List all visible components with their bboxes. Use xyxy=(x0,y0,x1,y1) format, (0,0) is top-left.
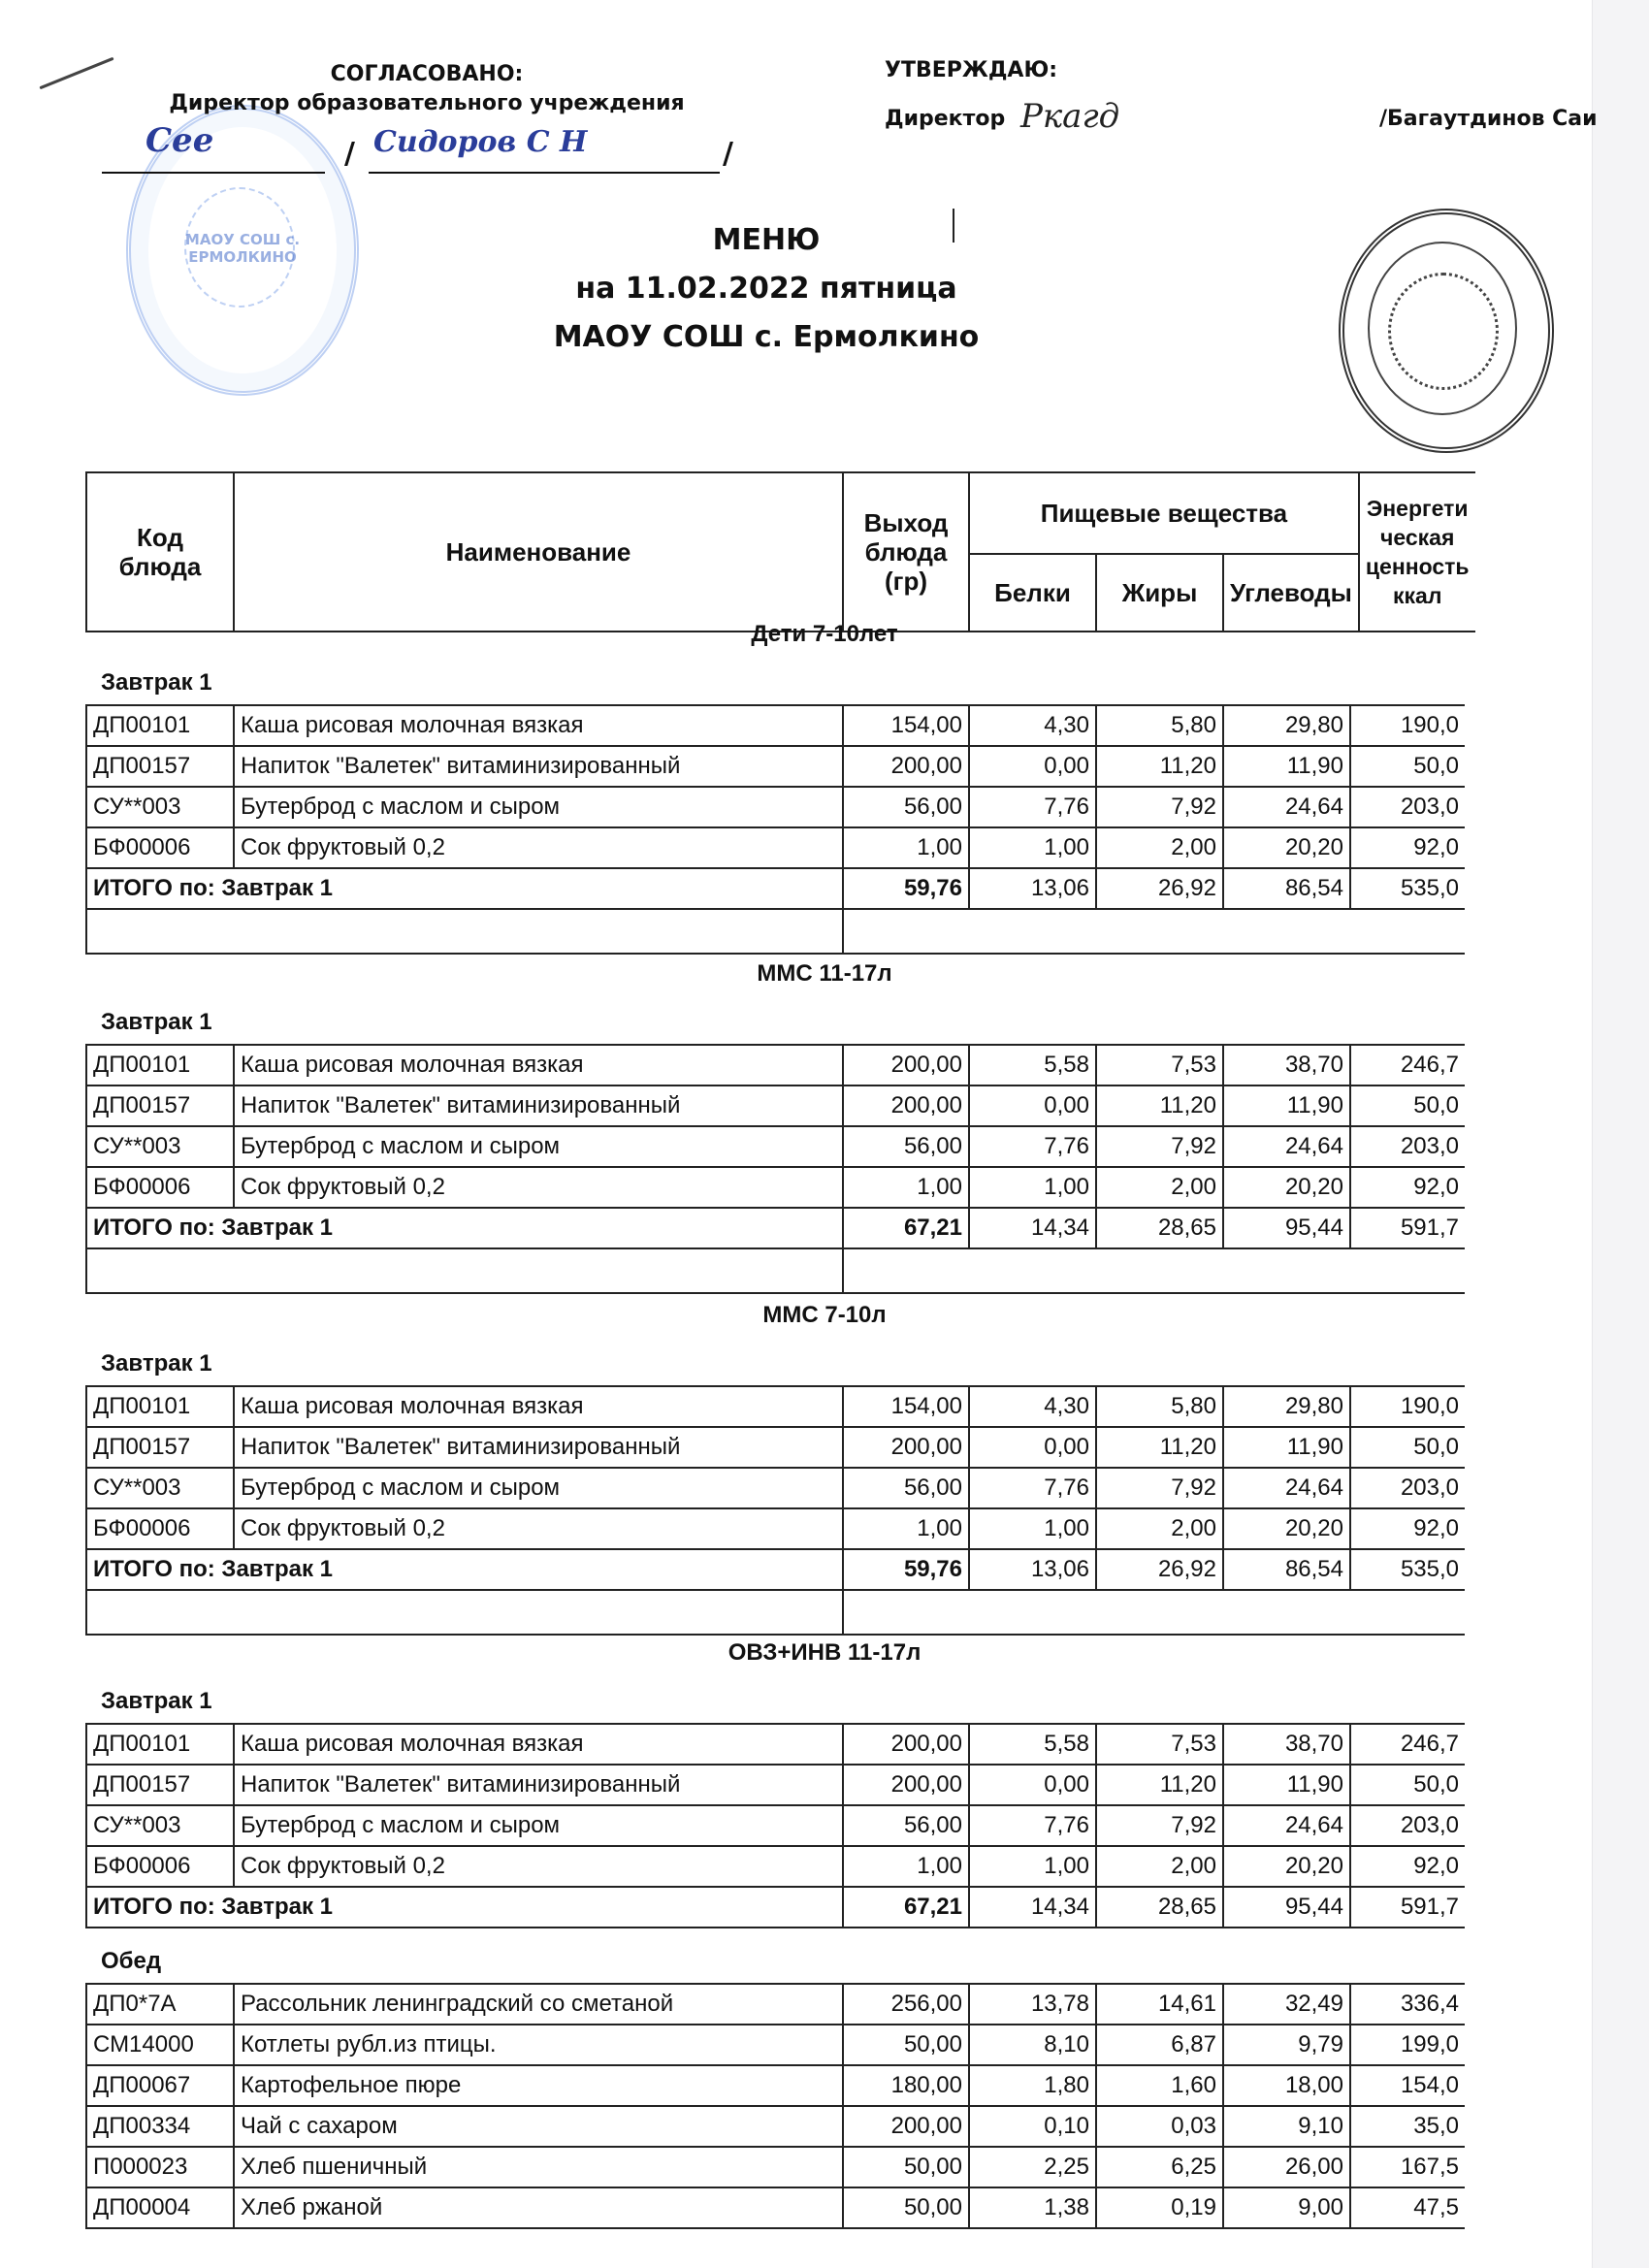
dish-code: ДП00157 xyxy=(86,1765,234,1805)
dish-name: Хлеб пшеничный xyxy=(234,2147,843,2187)
dish-energy: 246,7 xyxy=(1350,1045,1465,1085)
dish-name: Рассольник ленинградский со сметаной xyxy=(234,1984,843,2025)
total-energy: 591,7 xyxy=(1350,1208,1465,1248)
total-label: ИТОГО по: Завтрак 1 xyxy=(86,1887,843,1928)
dish-carbs: 24,64 xyxy=(1223,1805,1350,1846)
dish-output: 256,00 xyxy=(843,1984,969,2025)
dish-fats: 5,80 xyxy=(1096,705,1223,746)
dish-energy: 203,0 xyxy=(1350,1468,1465,1508)
dish-output: 200,00 xyxy=(843,1085,969,1126)
dish-carbs: 11,90 xyxy=(1223,1427,1350,1468)
dish-energy: 50,0 xyxy=(1350,746,1465,787)
dish-proteins: 8,10 xyxy=(969,2025,1096,2065)
dish-code: П000023 xyxy=(86,2147,234,2187)
dish-output: 200,00 xyxy=(843,1765,969,1805)
dish-fats: 7,92 xyxy=(1096,1468,1223,1508)
dish-energy: 50,0 xyxy=(1350,1085,1465,1126)
dish-code: ДП00101 xyxy=(86,1724,234,1765)
dish-output: 154,00 xyxy=(843,705,969,746)
dish-energy: 154,0 xyxy=(1350,2065,1465,2106)
dish-proteins: 7,76 xyxy=(969,1805,1096,1846)
dish-code: ДП00334 xyxy=(86,2106,234,2147)
table-row xyxy=(86,1045,1465,1085)
dish-output: 200,00 xyxy=(843,746,969,787)
total-row xyxy=(86,868,1465,909)
page-edge xyxy=(1592,0,1649,2268)
agreed-position: Директор образовательного учреждения xyxy=(169,91,685,115)
dish-output: 1,00 xyxy=(843,1846,969,1887)
table-row xyxy=(86,1846,1465,1887)
total-label: ИТОГО по: Завтрак 1 xyxy=(86,1208,843,1248)
dish-name: Бутерброд с маслом и сыром xyxy=(234,787,843,827)
total-row xyxy=(86,1887,1465,1928)
dish-fats: 7,92 xyxy=(1096,1126,1223,1167)
total-label: ИТОГО по: Завтрак 1 xyxy=(86,1549,843,1590)
dish-fats: 11,20 xyxy=(1096,1765,1223,1805)
pen-mark xyxy=(39,57,113,89)
table-row xyxy=(86,2187,1465,2228)
dish-output: 200,00 xyxy=(843,2106,969,2147)
total-output: 67,21 xyxy=(843,1208,969,1248)
dish-carbs: 20,20 xyxy=(1223,1167,1350,1208)
dish-proteins: 7,76 xyxy=(969,1468,1096,1508)
dish-name: Напиток "Валетек" витаминизированный xyxy=(234,746,843,787)
dish-proteins: 2,25 xyxy=(969,2147,1096,2187)
agreed-signature-line xyxy=(146,118,733,186)
dish-energy: 203,0 xyxy=(1350,1126,1465,1167)
dish-output: 50,00 xyxy=(843,2187,969,2228)
dish-name: Напиток "Валетек" витаминизированный xyxy=(234,1427,843,1468)
table-row xyxy=(86,746,1465,787)
dish-output: 50,00 xyxy=(843,2025,969,2065)
dish-carbs: 24,64 xyxy=(1223,1126,1350,1167)
dish-output: 56,00 xyxy=(843,787,969,827)
slash-separator: / xyxy=(344,137,355,171)
dish-output: 50,00 xyxy=(843,2147,969,2187)
dish-energy: 47,5 xyxy=(1350,2187,1465,2228)
approved-position: Директор xyxy=(885,107,1006,131)
table-row xyxy=(86,1468,1465,1508)
dish-proteins: 1,00 xyxy=(969,1167,1096,1208)
blank-cell xyxy=(86,1248,843,1293)
menu-table-header xyxy=(85,471,1475,632)
menu-table xyxy=(85,1723,1465,1928)
menu-table xyxy=(85,1983,1465,2229)
dish-code: ДП00101 xyxy=(86,1386,234,1427)
dish-energy: 92,0 xyxy=(1350,1508,1465,1549)
official-seal xyxy=(1339,209,1554,453)
dish-fats: 5,80 xyxy=(1096,1386,1223,1427)
dish-name: Сок фруктовый 0,2 xyxy=(234,1167,843,1208)
agreed-block xyxy=(146,60,733,186)
total-energy: 591,7 xyxy=(1350,1887,1465,1928)
total-row xyxy=(86,1208,1465,1248)
dish-code: ДП00157 xyxy=(86,1427,234,1468)
blank-cell xyxy=(843,909,1465,954)
dish-proteins: 1,80 xyxy=(969,2065,1096,2106)
table-row xyxy=(86,2106,1465,2147)
total-proteins: 14,34 xyxy=(969,1208,1096,1248)
table-row xyxy=(86,1724,1465,1765)
dish-code: ДП00101 xyxy=(86,1045,234,1085)
table-row xyxy=(86,1085,1465,1126)
meal-title: Обед xyxy=(101,1948,162,1974)
dish-energy: 190,0 xyxy=(1350,705,1465,746)
dish-name: Каша рисовая молочная вязкая xyxy=(234,1045,843,1085)
header-output: Выход блюда (гр) xyxy=(843,472,969,632)
dish-proteins: 1,38 xyxy=(969,2187,1096,2228)
dish-name: Каша рисовая молочная вязкая xyxy=(234,1386,843,1427)
total-proteins: 13,06 xyxy=(969,1549,1096,1590)
dish-fats: 11,20 xyxy=(1096,1427,1223,1468)
dish-name: Бутерброд с маслом и сыром xyxy=(234,1468,843,1508)
total-label: ИТОГО по: Завтрак 1 xyxy=(86,868,843,909)
table-row xyxy=(86,1984,1465,2025)
dish-code: СУ**003 xyxy=(86,1126,234,1167)
approved-name: /Багаутдинов Саи xyxy=(1379,107,1598,131)
dish-carbs: 32,49 xyxy=(1223,1984,1350,2025)
dish-code: ДП00101 xyxy=(86,705,234,746)
dish-output: 154,00 xyxy=(843,1386,969,1427)
dish-carbs: 29,80 xyxy=(1223,705,1350,746)
title-line-2: на 11.02.2022 пятница xyxy=(575,272,957,306)
dish-name: Картофельное пюре xyxy=(234,2065,843,2106)
meal-title: Завтрак 1 xyxy=(101,1688,212,1714)
dish-code: ДП0*7А xyxy=(86,1984,234,2025)
dish-fats: 7,53 xyxy=(1096,1724,1223,1765)
dish-carbs: 24,64 xyxy=(1223,787,1350,827)
agreed-label: СОГЛАСОВАНО: xyxy=(330,62,524,86)
dish-name: Бутерброд с маслом и сыром xyxy=(234,1805,843,1846)
agreed-signature: Сее xyxy=(146,121,214,160)
dish-fats: 7,92 xyxy=(1096,787,1223,827)
dish-output: 1,00 xyxy=(843,1508,969,1549)
table-row xyxy=(86,2147,1465,2187)
total-carbs: 95,44 xyxy=(1223,1208,1350,1248)
dish-proteins: 0,00 xyxy=(969,746,1096,787)
total-carbs: 86,54 xyxy=(1223,868,1350,909)
total-fats: 26,92 xyxy=(1096,868,1223,909)
dish-carbs: 9,10 xyxy=(1223,2106,1350,2147)
dish-carbs: 18,00 xyxy=(1223,2065,1350,2106)
dish-energy: 50,0 xyxy=(1350,1427,1465,1468)
total-fats: 26,92 xyxy=(1096,1549,1223,1590)
dish-proteins: 5,58 xyxy=(969,1724,1096,1765)
dish-fats: 2,00 xyxy=(1096,1846,1223,1887)
menu-table xyxy=(85,1044,1465,1294)
dish-code: БФ00006 xyxy=(86,1508,234,1549)
dish-name: Сок фруктовый 0,2 xyxy=(234,1508,843,1549)
dish-carbs: 29,80 xyxy=(1223,1386,1350,1427)
header-code: Код блюда xyxy=(86,472,234,632)
table-row xyxy=(86,787,1465,827)
header-fats: Жиры xyxy=(1096,554,1223,632)
dish-carbs: 11,90 xyxy=(1223,1085,1350,1126)
total-energy: 535,0 xyxy=(1350,1549,1465,1590)
dish-fats: 7,92 xyxy=(1096,1805,1223,1846)
dish-name: Сок фруктовый 0,2 xyxy=(234,827,843,868)
dish-code: СУ**003 xyxy=(86,1805,234,1846)
total-carbs: 86,54 xyxy=(1223,1549,1350,1590)
dish-name: Чай с сахаром xyxy=(234,2106,843,2147)
group-title: ММС 11-17л xyxy=(757,960,892,987)
table-row xyxy=(86,2025,1465,2065)
total-fats: 28,65 xyxy=(1096,1887,1223,1928)
dish-fats: 2,00 xyxy=(1096,1508,1223,1549)
table-row xyxy=(86,1427,1465,1468)
blank-cell xyxy=(86,1590,843,1635)
table-row xyxy=(86,705,1465,746)
dish-code: ДП00157 xyxy=(86,1085,234,1126)
dish-code: БФ00006 xyxy=(86,827,234,868)
dish-output: 180,00 xyxy=(843,2065,969,2106)
dish-output: 56,00 xyxy=(843,1468,969,1508)
header-carbs: Углеводы xyxy=(1223,554,1359,632)
meal-title: Завтрак 1 xyxy=(101,1350,212,1377)
dish-proteins: 4,30 xyxy=(969,705,1096,746)
dish-code: СУ**003 xyxy=(86,787,234,827)
dish-output: 56,00 xyxy=(843,1126,969,1167)
menu-table xyxy=(85,1385,1465,1636)
menu-table xyxy=(85,704,1465,955)
dish-code: ДП00067 xyxy=(86,2065,234,2106)
dish-fats: 6,87 xyxy=(1096,2025,1223,2065)
dish-proteins: 13,78 xyxy=(969,1984,1096,2025)
total-energy: 535,0 xyxy=(1350,868,1465,909)
total-output: 59,76 xyxy=(843,1549,969,1590)
dish-proteins: 7,76 xyxy=(969,787,1096,827)
table-row xyxy=(86,1765,1465,1805)
dish-output: 56,00 xyxy=(843,1805,969,1846)
dish-output: 200,00 xyxy=(843,1045,969,1085)
table-row xyxy=(86,1805,1465,1846)
dish-carbs: 20,20 xyxy=(1223,1508,1350,1549)
total-carbs: 95,44 xyxy=(1223,1887,1350,1928)
dish-proteins: 1,00 xyxy=(969,1846,1096,1887)
title-line-1: МЕНЮ xyxy=(712,223,821,257)
dish-proteins: 0,00 xyxy=(969,1427,1096,1468)
dish-proteins: 0,10 xyxy=(969,2106,1096,2147)
total-row xyxy=(86,1549,1465,1590)
dish-fats: 0,19 xyxy=(1096,2187,1223,2228)
blank-cell xyxy=(86,909,843,954)
dish-carbs: 26,00 xyxy=(1223,2147,1350,2187)
dish-name: Напиток "Валетек" витаминизированный xyxy=(234,1085,843,1126)
dish-energy: 199,0 xyxy=(1350,2025,1465,2065)
header-nutrients: Пищевые вещества xyxy=(969,472,1359,554)
blank-row xyxy=(86,1590,1465,1635)
approved-label: УТВЕРЖДАЮ: xyxy=(885,58,1058,82)
dish-code: БФ00006 xyxy=(86,1846,234,1887)
dish-proteins: 1,00 xyxy=(969,827,1096,868)
dish-output: 1,00 xyxy=(843,1167,969,1208)
dish-code: БФ00006 xyxy=(86,1167,234,1208)
dish-energy: 190,0 xyxy=(1350,1386,1465,1427)
dish-output: 200,00 xyxy=(843,1724,969,1765)
group-title: Дети 7-10лет xyxy=(751,621,898,647)
dish-fats: 11,20 xyxy=(1096,1085,1223,1126)
dish-fats: 1,60 xyxy=(1096,2065,1223,2106)
dish-energy: 50,0 xyxy=(1350,1765,1465,1805)
dish-proteins: 7,76 xyxy=(969,1126,1096,1167)
dish-carbs: 38,70 xyxy=(1223,1724,1350,1765)
header-energy: Энергети ческая ценность ккал xyxy=(1359,472,1475,632)
total-output: 67,21 xyxy=(843,1887,969,1928)
dish-energy: 336,4 xyxy=(1350,1984,1465,2025)
dish-fats: 14,61 xyxy=(1096,1984,1223,2025)
dish-fats: 11,20 xyxy=(1096,746,1223,787)
header-proteins: Белки xyxy=(969,554,1096,632)
dish-carbs: 20,20 xyxy=(1223,827,1350,868)
approved-signature: Ркагд xyxy=(1020,97,1120,136)
dish-output: 1,00 xyxy=(843,827,969,868)
dish-proteins: 0,00 xyxy=(969,1085,1096,1126)
dish-carbs: 20,20 xyxy=(1223,1846,1350,1887)
seal-emblem xyxy=(1388,273,1499,390)
dish-energy: 92,0 xyxy=(1350,1846,1465,1887)
table-row xyxy=(86,1508,1465,1549)
total-proteins: 13,06 xyxy=(969,868,1096,909)
table-row xyxy=(86,827,1465,868)
table-row xyxy=(86,1126,1465,1167)
dish-fats: 0,03 xyxy=(1096,2106,1223,2147)
dish-name: Каша рисовая молочная вязкая xyxy=(234,1724,843,1765)
name-underline xyxy=(369,172,720,174)
dish-proteins: 0,00 xyxy=(969,1765,1096,1805)
blank-row xyxy=(86,909,1465,954)
dish-proteins: 5,58 xyxy=(969,1045,1096,1085)
dish-fats: 2,00 xyxy=(1096,827,1223,868)
dish-name: Хлеб ржаной xyxy=(234,2187,843,2228)
stamp-text: МАОУ СОШ с. ЕРМОЛКИНО xyxy=(184,231,301,266)
dish-energy: 203,0 xyxy=(1350,787,1465,827)
dish-name: Каша рисовая молочная вязкая xyxy=(234,705,843,746)
dish-carbs: 11,90 xyxy=(1223,746,1350,787)
blank-row xyxy=(86,1248,1465,1293)
table-row xyxy=(86,2065,1465,2106)
table-row xyxy=(86,1167,1465,1208)
dish-code: ДП00157 xyxy=(86,746,234,787)
dish-carbs: 11,90 xyxy=(1223,1765,1350,1805)
blank-cell xyxy=(843,1590,1465,1635)
dish-energy: 35,0 xyxy=(1350,2106,1465,2147)
total-proteins: 14,34 xyxy=(969,1887,1096,1928)
dish-carbs: 24,64 xyxy=(1223,1468,1350,1508)
dish-name: Сок фруктовый 0,2 xyxy=(234,1846,843,1887)
dish-name: Напиток "Валетек" витаминизированный xyxy=(234,1765,843,1805)
title-line-3: МАОУ СОШ с. Ермолкино xyxy=(553,320,980,354)
table-row xyxy=(86,1386,1465,1427)
meal-title: Завтрак 1 xyxy=(101,1009,212,1035)
dish-code: СМ14000 xyxy=(86,2025,234,2065)
dish-output: 200,00 xyxy=(843,1427,969,1468)
blank-cell xyxy=(843,1248,1465,1293)
dish-proteins: 4,30 xyxy=(969,1386,1096,1427)
dish-code: СУ**003 xyxy=(86,1468,234,1508)
signature-underline xyxy=(102,172,325,174)
dish-name: Бутерброд с маслом и сыром xyxy=(234,1126,843,1167)
dish-code: ДП00004 xyxy=(86,2187,234,2228)
total-fats: 28,65 xyxy=(1096,1208,1223,1248)
dish-fats: 7,53 xyxy=(1096,1045,1223,1085)
dish-energy: 92,0 xyxy=(1350,1167,1465,1208)
dish-energy: 246,7 xyxy=(1350,1724,1465,1765)
slash-separator: / xyxy=(723,137,733,171)
dish-energy: 203,0 xyxy=(1350,1805,1465,1846)
total-output: 59,76 xyxy=(843,868,969,909)
dish-proteins: 1,00 xyxy=(969,1508,1096,1549)
dish-carbs: 38,70 xyxy=(1223,1045,1350,1085)
dish-energy: 167,5 xyxy=(1350,2147,1465,2187)
dish-carbs: 9,79 xyxy=(1223,2025,1350,2065)
dish-fats: 2,00 xyxy=(1096,1167,1223,1208)
group-title: ОВЗ+ИНВ 11-17л xyxy=(728,1639,922,1666)
dish-carbs: 9,00 xyxy=(1223,2187,1350,2228)
dish-name: Котлеты рубл.из птицы. xyxy=(234,2025,843,2065)
group-title: ММС 7-10л xyxy=(762,1302,887,1328)
header-name: Наименование xyxy=(234,472,843,632)
dish-energy: 92,0 xyxy=(1350,827,1465,868)
meal-title: Завтрак 1 xyxy=(101,669,212,696)
agreed-name-handwritten: Сидоров С Н xyxy=(373,125,588,159)
dish-fats: 6,25 xyxy=(1096,2147,1223,2187)
